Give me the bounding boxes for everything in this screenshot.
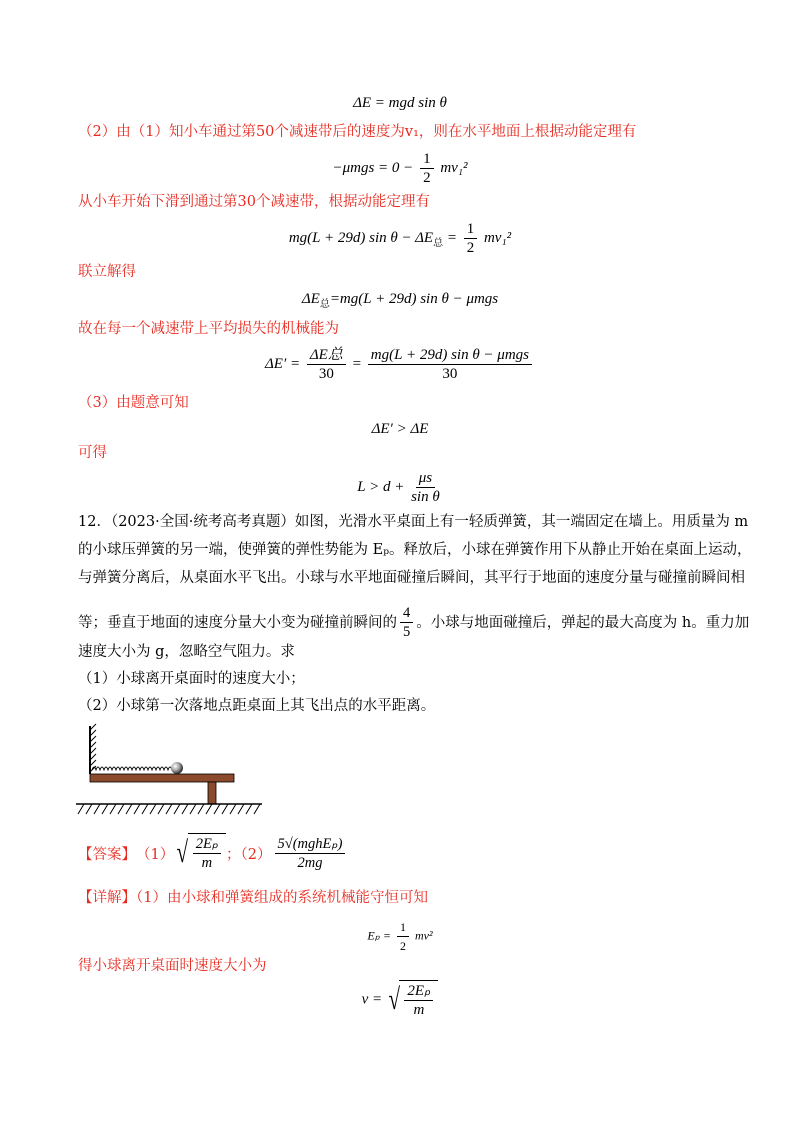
answer-sqrt-1: √ $\frac{\text{2Eₚ}}{m}$ (174, 833, 226, 873)
part3: （3）由题意可知 (78, 395, 189, 411)
eq9-sqrt: √ $\frac{\text{2Eₚ}}{m}$ (386, 980, 439, 1020)
equation-energy-loss: ΔE = mgd sin θ (353, 95, 447, 111)
ground-hatching (78, 804, 260, 814)
equation-work-energy: mg(L + 29d) $\sin \theta - \Delta E_总$ = $\frac{1}{2}$ mv₁² (288, 221, 512, 256)
line-average: 故在每一个减速带上平均损失的机械能为 (78, 321, 339, 337)
equation-average-loss: ΔE′ = $\frac{\text{ΔE总}}{30}$ = $\frac{\text{mg(L + 29d) sin θ − μmgs}}{30}$ (0, 346, 800, 383)
spring (92, 767, 176, 770)
q12-sub2: （2）小球第一次落地点距桌面上其飞出点的水平距离。 (78, 698, 436, 714)
table-leg (208, 782, 216, 804)
line-solve: 联立解得 (78, 264, 136, 280)
equation-total-loss: $\Delta E_总=mg(L + 29d)$ sin θ − μmgs (301, 291, 499, 310)
eq3-right: mv₁² (483, 229, 512, 246)
eq5-fraction-1: $\frac{\text{ΔE总}}{30}$ (307, 346, 346, 383)
eq2-left: −μmgs = 0 − (332, 159, 414, 176)
q12-line1: 12．（2023·全国·统考高考真题）如图，光滑水平桌面上有一轻质弹簧，其一端固定在墙上。用质量为 m (78, 514, 749, 530)
eq2-fraction: $\frac{1}{2}$ (420, 150, 434, 187)
detail-label: 【详解】 (78, 890, 136, 906)
eq3-sub: 总 (433, 237, 444, 249)
equation-energy-conservation: Eₚ = $\frac{1}{2}$ mv² (367, 920, 433, 953)
answer-line: 【答案】 （1） √ $\frac{\text{2Eₚ}}{m}$ ；（2） $\frac{\text{5√(mghEₚ)}}{2mg}$ (78, 833, 348, 873)
answer-fraction-2: $\frac{\text{5√(mghEₚ)}}{2mg}$ (275, 835, 346, 872)
detail-line: 【详解】（1）由小球和弹簧组成的系统机械能守恒可知 (78, 890, 428, 906)
eq3-left: mg(L + 29d) sin θ − ΔE (288, 229, 434, 246)
eq3-fraction: $\frac{1}{2}$ (464, 220, 478, 257)
table-top (90, 774, 234, 782)
answer-label: 【答案】 (78, 846, 136, 863)
equation-friction (0, 150, 800, 187)
eq5-fraction-2: $\frac{\text{mg(L + 29d) sin θ − μmgs}}{30}$ (368, 346, 532, 383)
ball (171, 762, 183, 774)
eq2-right: mv₁² (440, 159, 468, 176)
line-speed: 得小球离开桌面时速度大小为 (78, 958, 267, 974)
line-slide: 从小车开始下滑到通过第30个减速带，根据动能定理有 (78, 194, 430, 210)
spring-table-figure (76, 722, 266, 822)
q12-line3: 与弹簧分离后，从桌面水平飞出。小球与水平地面碰撞后瞬间，其平行于地面的速度分量与碰撞前瞬间相 (78, 570, 745, 586)
part2-intro: （2）由（1）知小车通过第50个减速带后的速度为v₁，则在水平地面上根据动能定理有 (78, 124, 637, 140)
q12-line5: 速度大小为 g，忽略空气阻力。求 (78, 644, 295, 660)
line-get: 可得 (78, 445, 107, 461)
equation-inequality: ΔE′ > ΔE (371, 421, 429, 437)
q12-fraction: $\frac{4}{5}$ (400, 604, 413, 641)
equation-speed: v = √ $\frac{\text{2Eₚ}}{m}$ (0, 980, 800, 1020)
q12-line2: 的小球压弹簧的另一端，使弹簧的弹性势能为 Eₚ。释放后，小球在弹簧作用下从静止开始在桌面上运动， (78, 542, 752, 558)
equation-result: L > d + $\frac{\mu s}{\text{sin θ}}$ (357, 470, 440, 505)
q12-sub1: （1）小球离开桌面时的速度大小； (78, 671, 305, 687)
eq7-fraction: $\frac{\mu s}{\text{sin θ}}$ (411, 470, 440, 505)
q12-line4: 等；垂直于地面的速度分量大小变为碰撞前瞬间的 $\frac{4}{5}$ 。小球与地面碰撞后，弹起的最大高度为 h。重力加 (78, 605, 750, 640)
